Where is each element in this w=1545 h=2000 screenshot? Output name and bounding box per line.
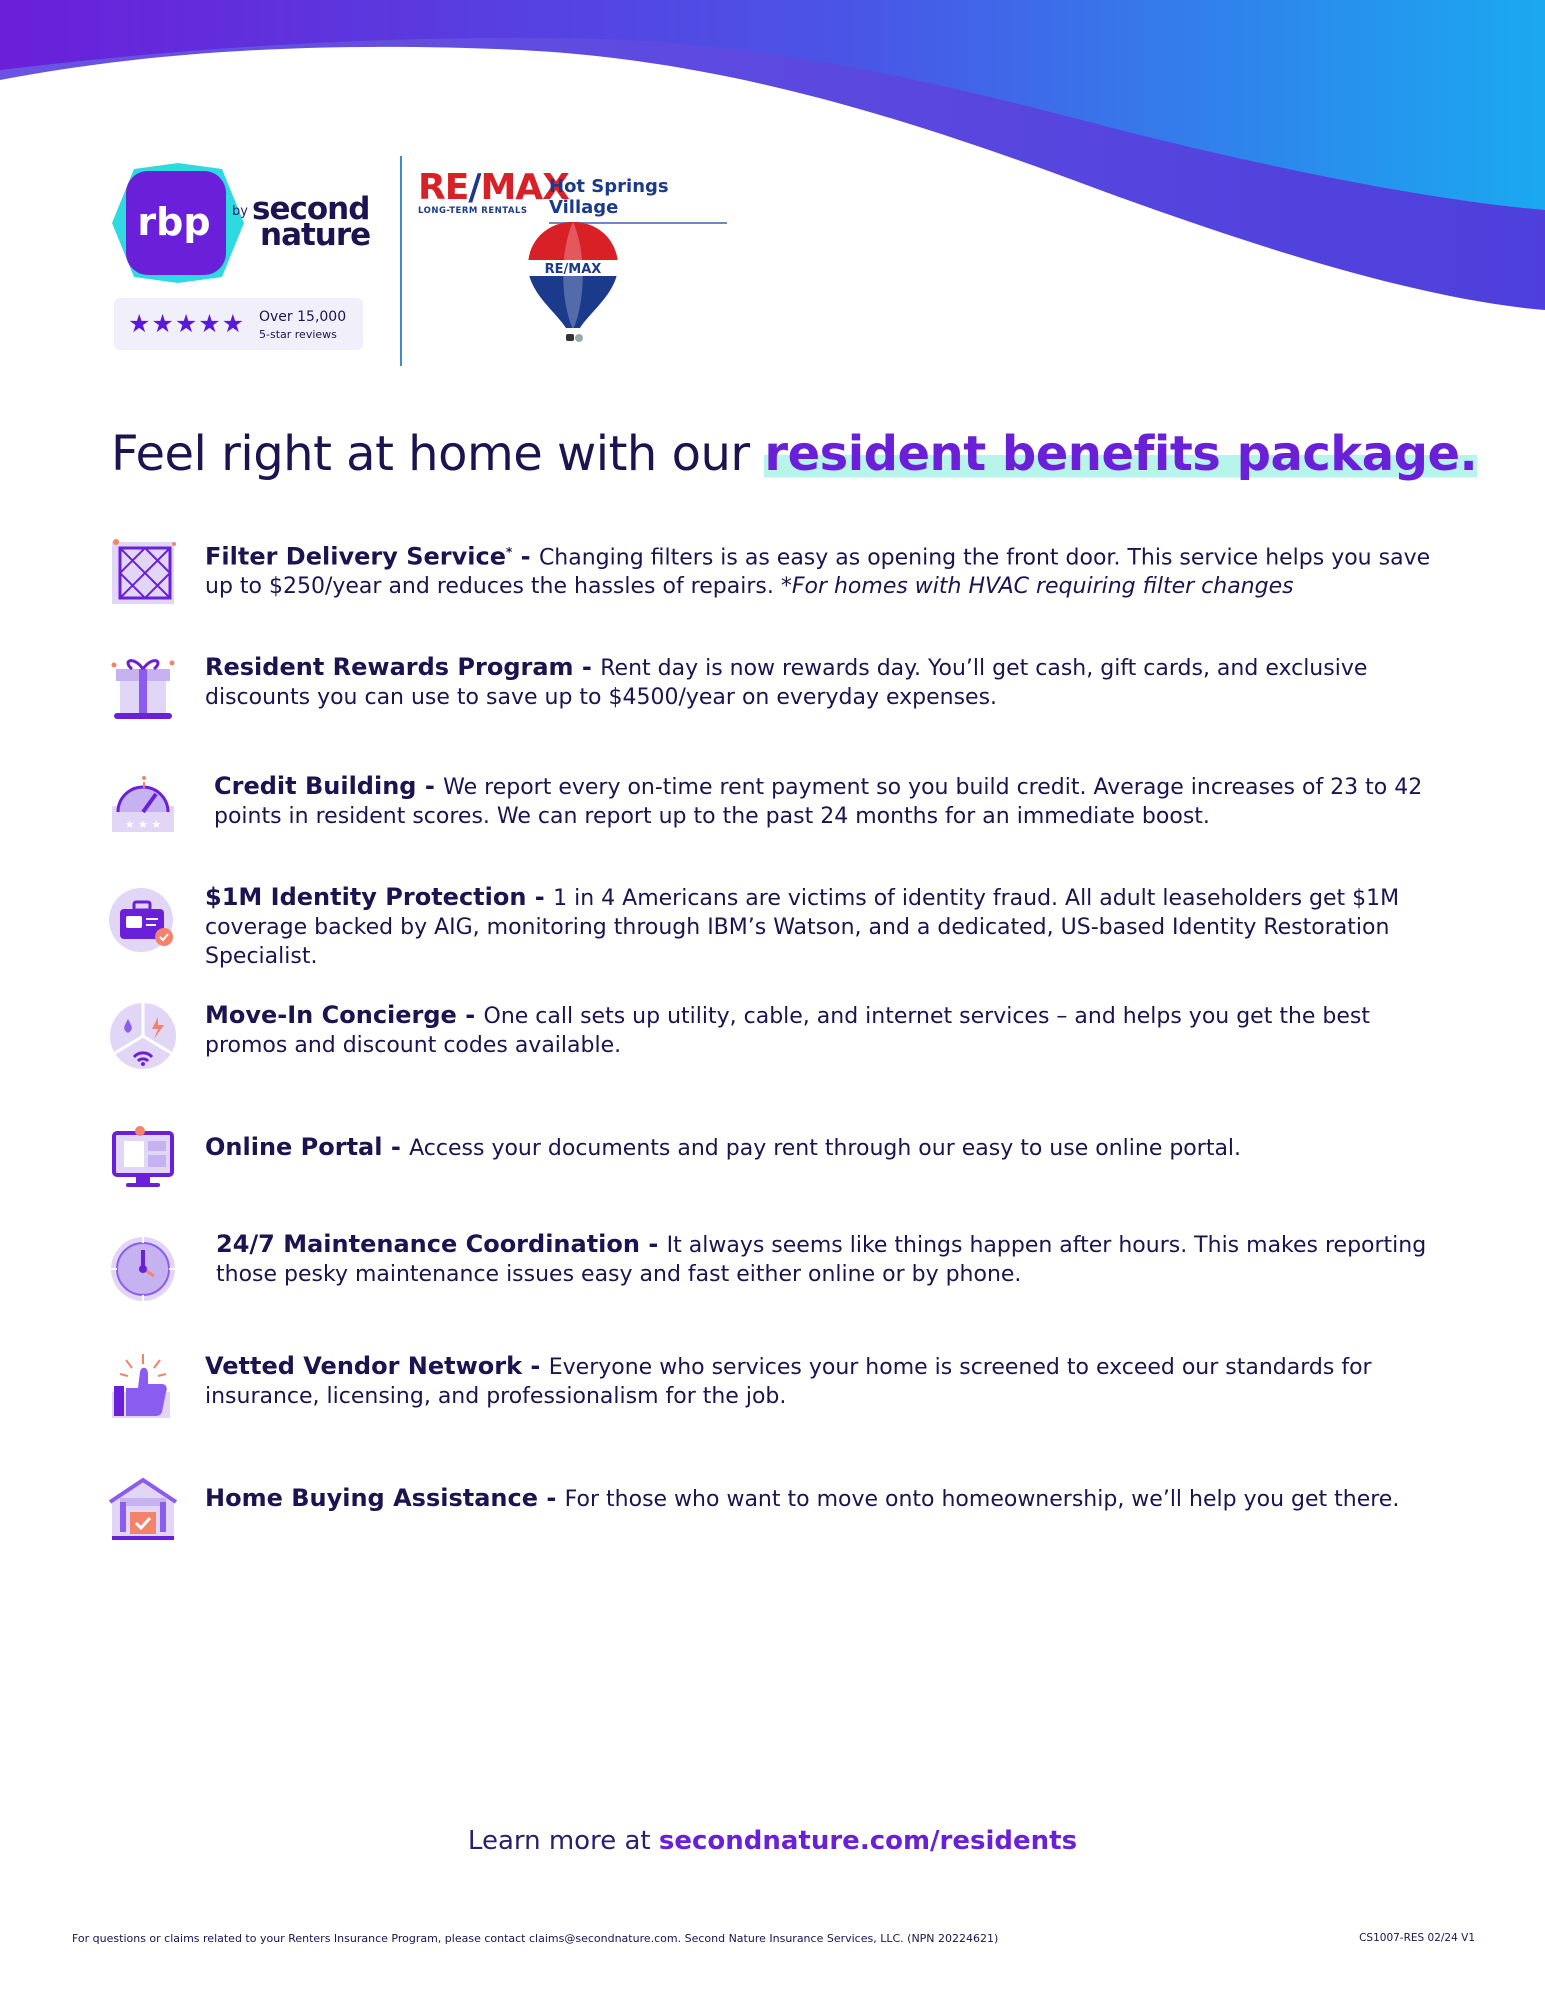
benefit-title: Resident Rewards Program (205, 653, 574, 681)
svg-text:★ ★ ★: ★ ★ ★ (124, 818, 162, 831)
benefit-title: Vetted Vendor Network (205, 1352, 523, 1380)
learn-more-prefix: Learn more at (467, 1826, 659, 1856)
house-check-icon (108, 1474, 178, 1544)
identity-briefcase-icon (108, 885, 178, 955)
footer-document-code: CS1007-RES 02/24 V1 (1359, 1932, 1475, 1944)
benefit-body: 1 in 4 Americans are victims of identity fraud. All adult leaseholders get $1M coverage backed by AIG, monitoring through IBM’s Watson, and a dedicated, US-based Identity Restoration Specialist. (205, 886, 1400, 969)
remax-balloon-icon (526, 220, 620, 346)
monitor-icon (108, 1123, 178, 1193)
page-headline (111, 426, 1477, 482)
remax-subtitle: LONG-TERM RENTALS (418, 206, 528, 216)
benefit-body: Changing filters is as easy as opening the front door. This service helps you save up to $250/year and reduces the hassles of repairs. (205, 545, 1431, 600)
credit-gauge-icon (108, 772, 178, 842)
thumbs-up-icon (108, 1352, 178, 1422)
reviews-badge (114, 298, 363, 350)
reviews-label: 5-star reviews (259, 328, 337, 341)
benefit-body: For those who want to move onto homeownership, we’ll help you get there. (564, 1487, 1400, 1512)
benefit-title: $1M Identity Protection (205, 883, 527, 911)
benefit-body: Everyone who services your home is screened to exceed our standards for insurance, licensing, and professionalism for the job. (205, 1355, 1372, 1409)
learn-more (0, 1826, 1545, 1856)
benefit-body: Rent day is now rewards day. You’ll get cash, gift cards, and exclusive discounts you can use to save up to $4500/year on everyday expenses. (205, 656, 1368, 710)
remax-max: MAX (480, 167, 569, 208)
balloon-text: RE/MAX (544, 262, 602, 277)
benefit-body: One call sets up utility, cable, and internet services – and helps you get the best promos and discount codes available. (205, 1004, 1371, 1058)
remax-logo (418, 167, 569, 216)
filter-icon (108, 538, 178, 608)
benefit-body: It always seems like things happen after hours. This makes reporting those pesky maintenance issues easy and fast either online or by phone. (216, 1233, 1427, 1287)
by-label: by (232, 204, 248, 219)
reviews-count: Over 15,000 (259, 309, 347, 325)
benefit-footnote: *For homes with HVAC requiring filter changes (780, 574, 1294, 600)
headline-plain: Feel right at home with our (111, 426, 765, 482)
gift-icon (108, 653, 178, 723)
second-nature-line1: second (252, 191, 370, 227)
headline-highlight: resident benefits package. (764, 426, 1478, 482)
utilities-icon (108, 1001, 178, 1071)
rbp-logo (112, 163, 244, 283)
learn-more-link[interactable]: secondnature.com/residents (658, 1826, 1078, 1856)
benefit-body: Access your documents and pay rent through our easy to use online portal. (409, 1136, 1242, 1161)
benefit-body: We report every on-time rent payment so you build credit. Average increases of 23 to 42 points in resident scores. We can report up to the past 24 months for an immediate boost. (214, 775, 1423, 829)
office-location: Hot Springs Village (549, 176, 727, 224)
star-rating-icon: ★★★★★ (128, 309, 246, 338)
logo-divider (400, 156, 402, 366)
benefit-title: Home Buying Assistance (205, 1484, 538, 1512)
benefit-title: Filter Delivery Service (205, 542, 506, 571)
benefit-title: Move-In Concierge (205, 1001, 457, 1029)
second-nature-line2: nature (260, 217, 371, 253)
benefit-title: 24/7 Maintenance Coordination (216, 1230, 640, 1258)
benefit-title: Online Portal (205, 1133, 383, 1161)
remax-slash: / (468, 167, 481, 208)
benefit-title: Credit Building (214, 772, 417, 800)
footer-disclaimer: For questions or claims related to your Renters Insurance Program, please contact claims@secondnature.com. Second Nature Insurance Services, LLC. (NPN 20224621) (72, 1932, 999, 1945)
rbp-mark: rbp (137, 200, 211, 244)
remax-re: RE (418, 167, 469, 208)
clock-icon (108, 1234, 178, 1304)
